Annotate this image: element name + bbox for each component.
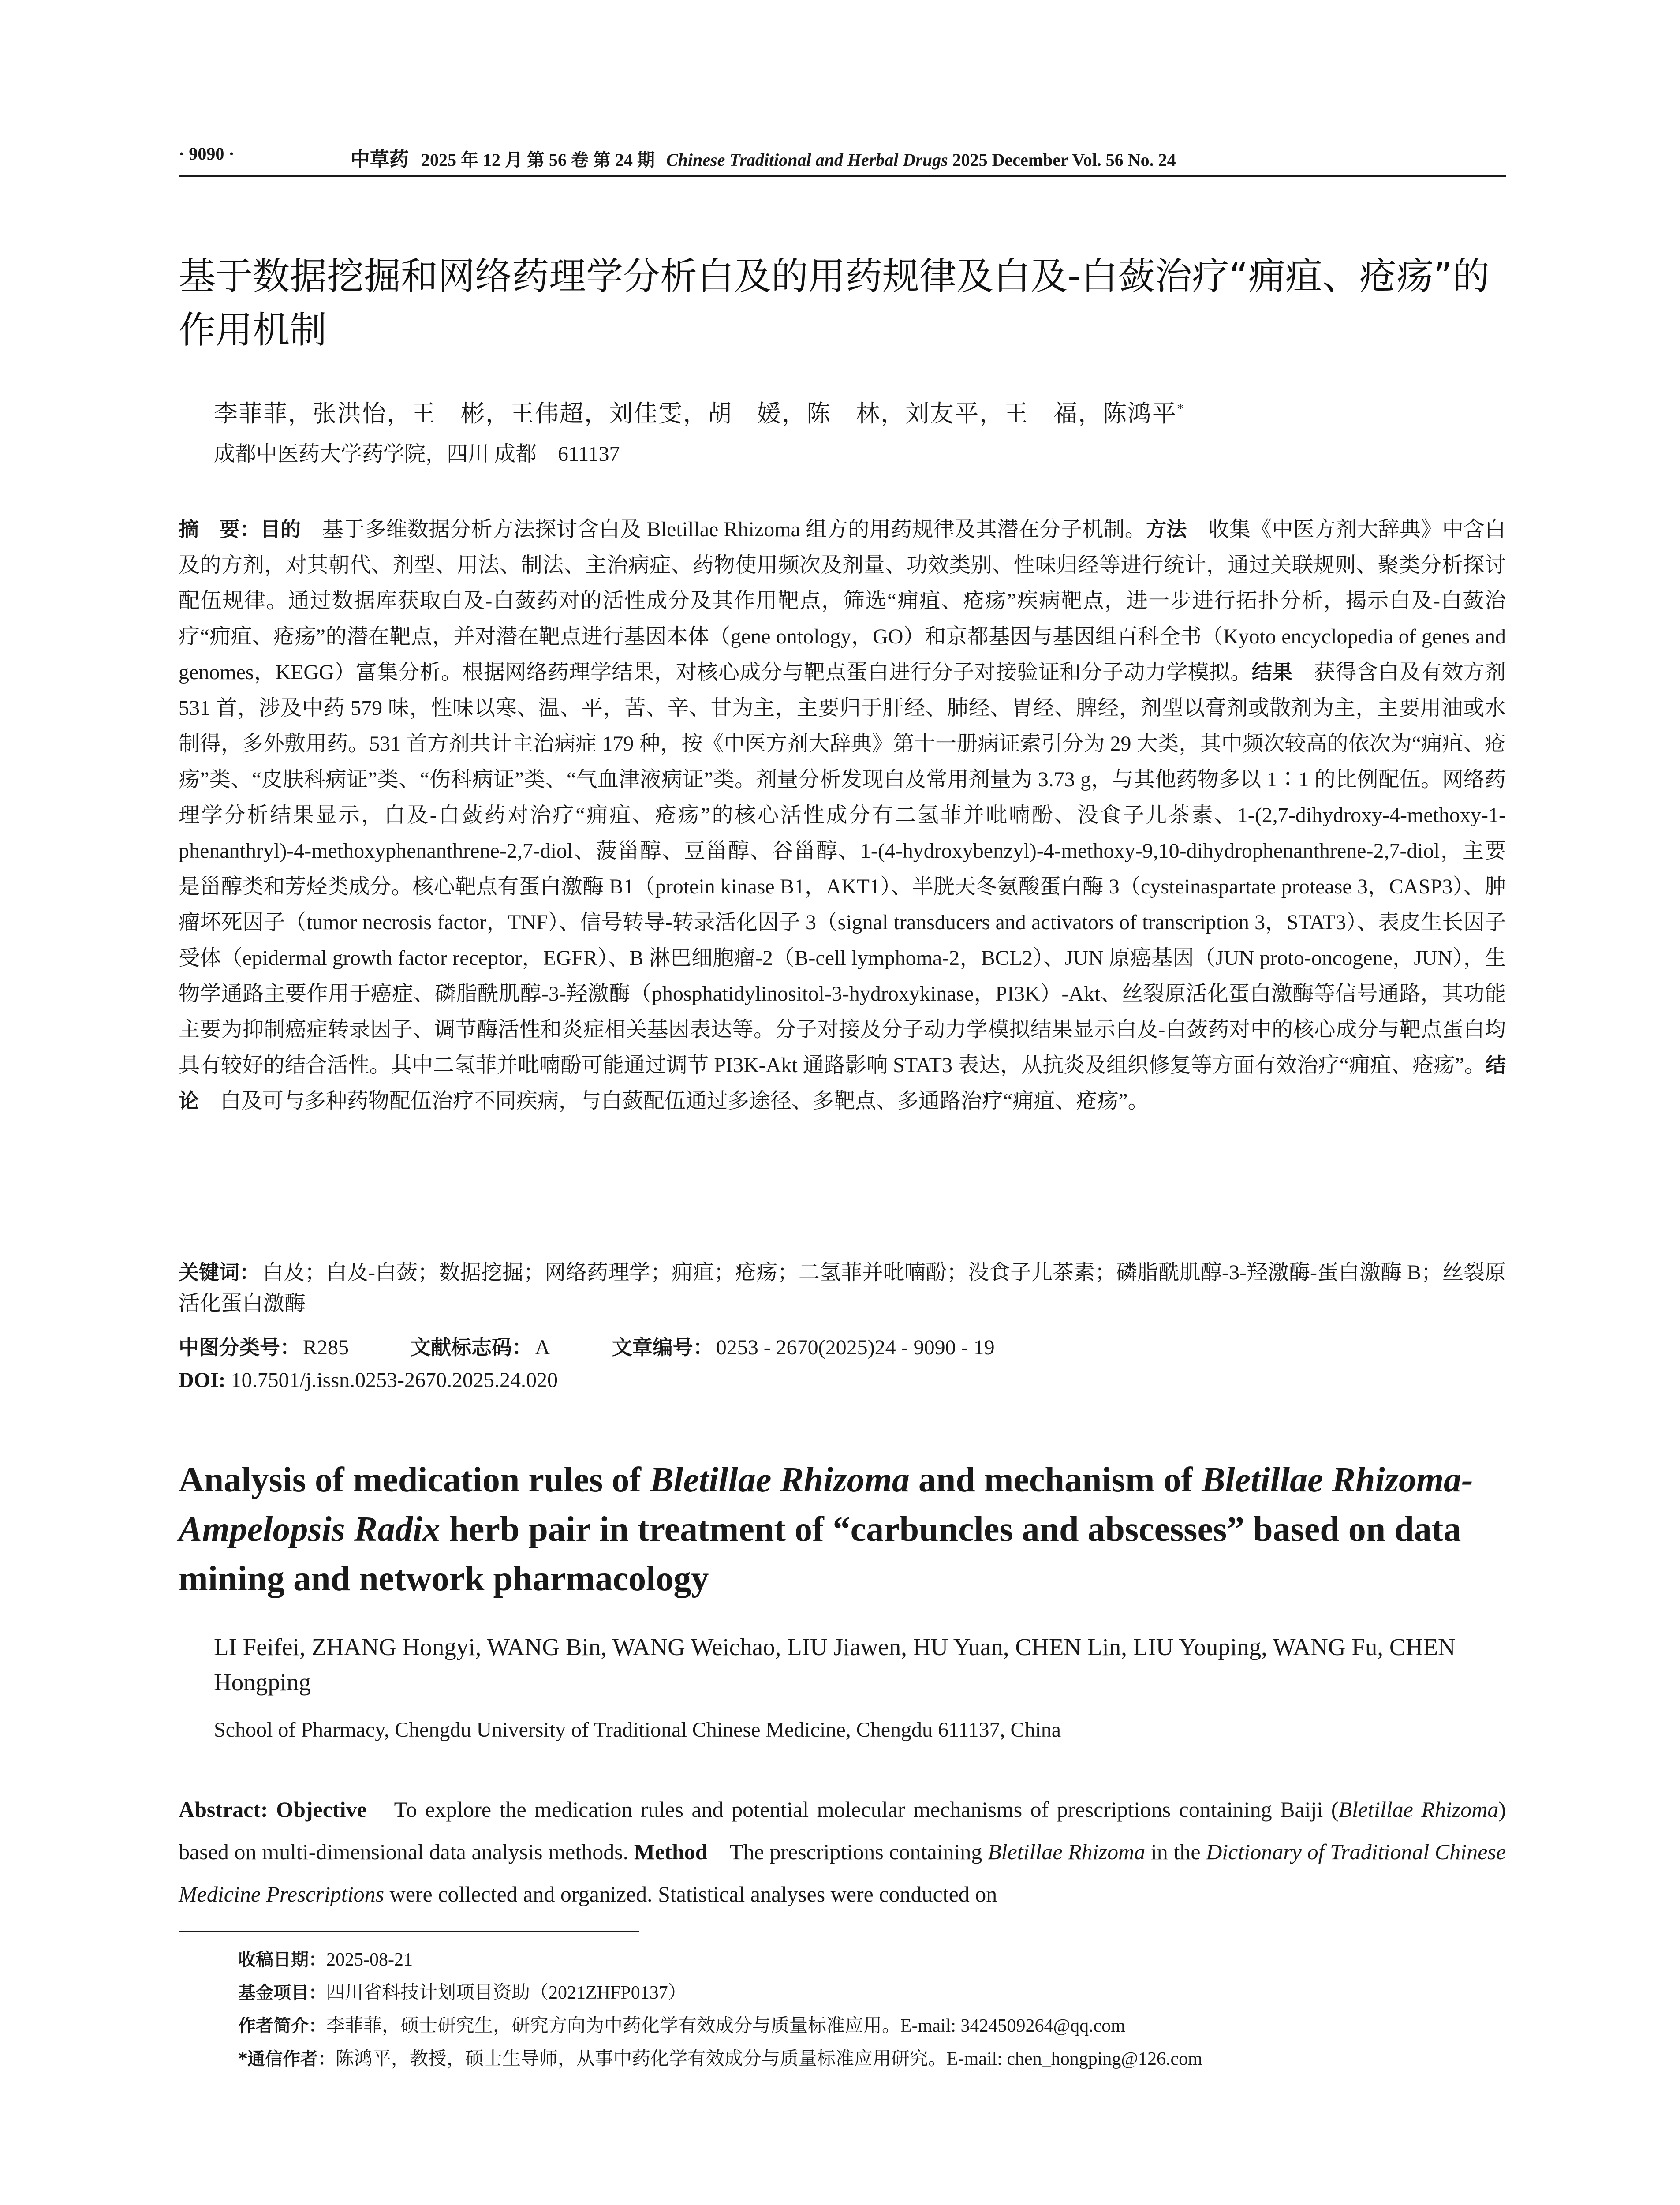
page-number: · 9090 · [179,144,235,164]
method-label-cn: 方法 [1146,517,1187,541]
doc-code-label: 文献标志码： [411,1335,533,1359]
footnote-text: 陈鸿平，教授，硕士生导师，从事中药化学有效成分与质量标准应用研究。E-mail: chen_hongping@126.com [335,2049,1202,2069]
journal-name-en: Chinese Traditional and Herbal Drugs [666,150,948,170]
doi-label: DOI: [179,1368,226,1392]
footnote-author-bio [238,2013,1506,2039]
keywords-label-cn: 关键词： [179,1260,260,1284]
english-abstract-part-4: The prescriptions containing [729,1839,988,1864]
objective-text-cn: 基于多维数据分析方法探讨含白及 Bletillae Rhizoma 组方的用药规律及其潜在分子机制。 [322,518,1146,541]
abstract-label-cn: 摘 要： [179,517,260,541]
issue-en: 2025 December Vol. 56 No. 24 [952,150,1176,170]
conclusion-text-cn: 白及可与多种药物配伍治疗不同疾病，与白蔹配伍通过多途径、多靶点、多通路治疗“痈疽、疮疡”。 [220,1089,1149,1113]
english-abstract-part-1: To explore the medication rules and potential molecular mechanisms of prescriptions containing Baiji ( [394,1797,1339,1822]
objective-label-cn: 目的 [260,517,301,541]
chinese-author-list: 李菲菲，张洪怡，王 彬，王伟超，刘佳雯，胡 媛，陈 林，刘友平，王 福，陈鸿平 [214,400,1177,427]
keywords-text-cn: 白及；白及-白蔹；数据挖掘；网络药理学；痈疽；疮疡；二氢菲并吡喃酚；没食子儿茶素；磷脂酰肌醇-3-羟激酶-蛋白激酶 B；丝裂原活化蛋白激酶 [179,1261,1506,1315]
english-abstract-part-3: ) based on multi-dimensional data analysis methods. [179,1797,1506,1864]
journal-name-cn: 中草药 [351,149,409,170]
footnote-label: *通信作者： [238,2049,336,2069]
english-title-part-3: and mechanism of [909,1461,1202,1499]
footnote-funding [238,1980,1506,2006]
footnote-rule [179,1931,639,1932]
result-text-cn: 获得含白及有效方剂 531 首，涉及中药 579 味，性味以寒、温、平，苦、辛、甘为主，主要归于肝经、肺经、胃经、脾经，剂型以膏剂或散剂为主，主要用油或水制得，多外敷用药。531 首方剂共计主治病症 179 种，按《中医方剂大辞典》第十一册病证索引分为 29 大类，其中频次较高的依次为“痈疽、疮疡”类、“皮肤科病证”类、“伤科病证”类、“气血津液病证”类。剂量分析发现白及常用剂量为 3.73 g，与其他药物多以 1∶1 的比例配伍。网络药理学分析结果显示，白及-白蔹药对治疗“痈疽、疮疡”的核心活性成分有二氢菲并吡喃酚、没食子儿茶素、1-(2,7-dihydroxy-4-methoxy-1-phenanthryl)-4-methoxyphenanthrene-2,7-diol、菠甾醇、豆甾醇、谷甾醇、1-(4-hydroxybenzyl)-4-methoxy-9,10-dihydrophenanthrene-2,7-diol，主要是甾醇类和芳烃类成分。核心靶点有蛋白激酶 B1（protein kinase B1，AKT1）、半胱天冬氨酸蛋白酶 3（cysteinaspartate protease 3，CASP3）、肿瘤坏死因子（tumor necrosis factor，TNF）、信号转导-转录活化因子 3（signal transducers and activators of transcription 3，STAT3）、表皮生长因子受体（epidermal growth factor receptor，EGFR）、B 淋巴细胞瘤-2（B-cell lymphoma-2，BCL2）、JUN 原癌基因（JUN proto-oncogene，JUN），生物学通路主要作用于癌症、磷脂酰肌醇-3-羟激酶（phosphatidylinositol-3-hydroxykinase，PI3K）-Akt、丝裂原活化蛋白激酶等信号通路，其功能主要为抑制癌症转录因子、调节酶活性和炎症相关基因表达等。分子对接及分子动力学模拟结果显示白及-白蔹药对中的核心成分与靶点蛋白均具有较好的结合活性。其中二氢菲并吡喃酚可能通过调节 PI3K-Akt 通路影响 STAT3 表达，从抗炎及组织修复等方面有效治疗“痈疽、疮疡”。 [179,661,1506,1077]
english-abstract [179,1788,1506,1915]
chinese-affiliation: 成都中医药大学药学院，四川 成都 611137 [214,442,620,466]
english-authors: LI Feifei, ZHANG Hongyi, WANG Bin, WANG Weichao, LIU Jiawen, HU Yuan, CHEN Lin, LIU Youping, WANG Fu, CHEN Hongping [214,1633,1456,1696]
english-title-part-4: Bletillae Rhizoma-Ampelopsis Radix [179,1461,1473,1549]
doi-value: 10.7501/j.issn.0253-2670.2025.24.020 [231,1368,558,1392]
clc-label: 中图分类号： [179,1335,300,1359]
english-affiliation: School of Pharmacy, Chengdu University of Traditional Chinese Medicine, Chengdu 611137, China [214,1718,1061,1742]
corresponding-mark: * [1177,400,1185,416]
english-abstract-part-2: Bletillae Rhizoma [1338,1797,1499,1822]
english-abstract-part-5: Bletillae Rhizoma [988,1839,1146,1864]
keywords-cn [179,1257,1506,1319]
english-abstract-part-8: were collected and organized. Statistical analyses were conducted on [384,1882,997,1906]
footnote-label: 收稿日期： [238,1950,326,1970]
english-title-part-2: Bletillae Rhizoma [650,1461,910,1499]
running-header [179,143,1506,170]
method-label-en: Method [634,1839,708,1864]
conclusion-label-cn: 结论 [179,1053,1506,1113]
footnote-corresponding [238,2046,1506,2072]
abstract-label-en: Abstract: Objective [179,1797,367,1822]
issue-cn: 2025 年 12 月 第 56 卷 第 24 期 [421,150,655,170]
footnote-received [238,1947,1506,1973]
result-label-cn: 结果 [1251,660,1293,684]
english-abstract-part-7: Dictionary of Traditional Chinese Medicine Prescriptions [179,1839,1506,1906]
header-rule [179,175,1506,177]
method-text-cn: 收集《中医方剂大辞典》中含白及的方剂，对其朝代、剂型、用法、制法、主治病症、药物使用频次及剂量、功效类别、性味归经等进行统计，通过关联规则、聚类分析探讨配伍规律。通过数据库获取白及-白蔹药对的活性成分及其作用靶点，筛选“痈疽、疮疡”疾病靶点，进一步进行拓扑分析，揭示白及-白蔹治疗“痈疽、疮疡”的潜在靶点，并对潜在靶点进行基因本体（gene ontology，GO）和京都基因与基因组百科全书（Kyoto encyclopedia of genes and genomes，KEGG）富集分析。根据网络药理学结果，对核心成分与靶点蛋白进行分子对接验证和分子动力学模拟。 [179,518,1506,684]
chinese-authors [214,395,1493,429]
journal-line [351,143,1176,172]
article-id-label: 文章编号： [612,1335,713,1359]
footnote-label: 作者简介： [238,2016,326,2036]
english-title-part-1: Analysis of medication rules of [179,1461,650,1499]
doc-code-value: A [535,1336,550,1359]
footnote-text: 四川省科技计划项目资助（2021ZHFP0137） [326,1983,687,2003]
clc-value: R285 [303,1336,349,1359]
doi-line [179,1365,1506,1396]
chinese-abstract [179,512,1506,1119]
footnote-label: 基金项目： [238,1983,326,2003]
footnote-text: 李菲菲，硕士研究生，研究方向为中药化学有效成分与质量标准应用。E-mail: 3424509264@qq.com [326,2016,1125,2036]
english-title [179,1455,1506,1603]
english-title-part-5: herb pair in treatment of “carbuncles and abscesses” based on data mining and network pharmacology [179,1510,1461,1598]
chinese-title: 基于数据挖掘和网络药理学分析白及的用药规律及白及-白蔹治疗“痈疽、疮疡”的作用机制 [179,254,1490,351]
article-id-value: 0253 - 2670(2025)24 - 9090 - 19 [716,1336,995,1359]
classification-line [179,1332,1506,1363]
footnote-text: 2025-08-21 [326,1950,413,1970]
english-abstract-part-6: in the [1145,1839,1206,1864]
